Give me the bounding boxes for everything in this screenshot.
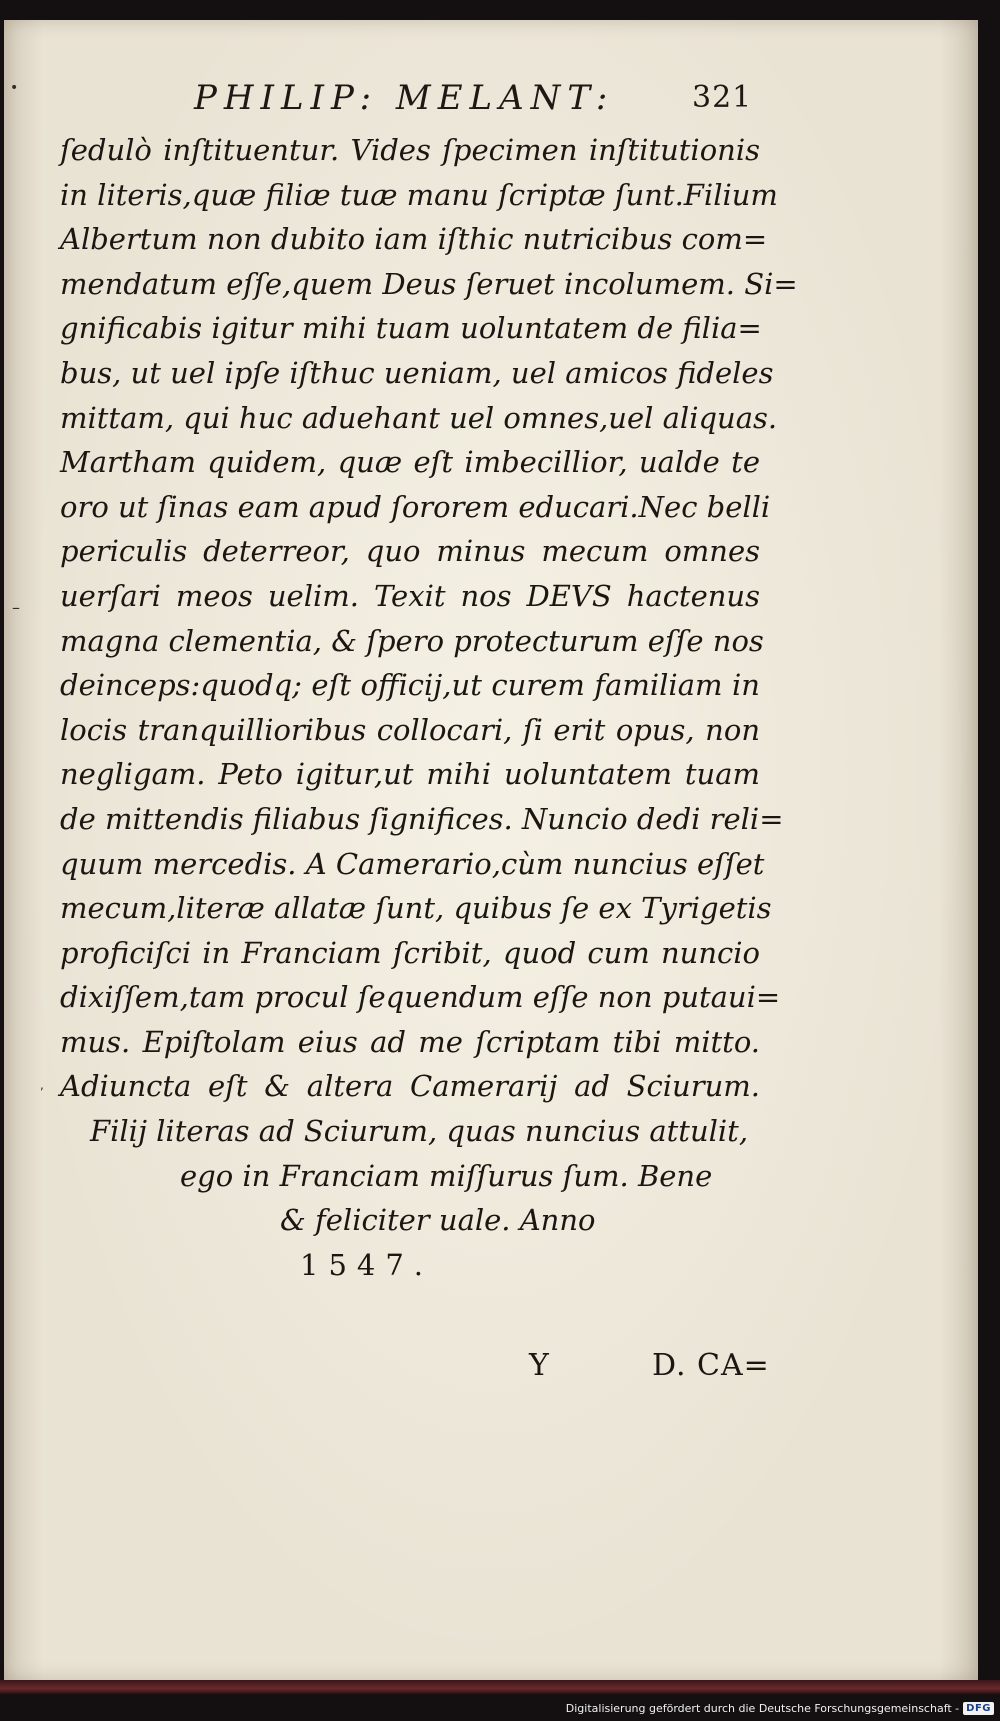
text-line: oro ut ſinas eam apud ſororem educari.Nec belli [60,489,771,524]
text-line: mecum,literæ allatæ ſunt, quibus ſe ex Tyrigetis [60,891,772,926]
text-line: de mittendis filiabus ſignifices. Nuncio dedi reli= [60,801,784,836]
text-line: quum mercedis. A Camerario,cùm nuncius eſſet [60,846,765,881]
margin-speck: – [12,598,20,617]
signature-mark: Y [529,1348,549,1383]
text-line: mus. Epiſtolam eius ad me ſcriptam tibi mitto. [60,1024,760,1059]
text-line: ego in Franciam miſſurus ſum. Bene [180,1158,713,1193]
margin-speck: • [10,80,19,96]
letter-body [60,128,798,1287]
text-line: uerſari meos uelim. Texit nos DEVS hactenus [60,578,760,613]
text-line: bus, ut uel ipſe iſthuc ueniam, uel amicos fideles [60,355,774,390]
text-line: proficiſci in Franciam ſcribit, quod cum nuncio [60,935,760,970]
text-line: magna clementia, & ſpero protecturum eſſe nos [60,623,764,658]
text-line: negligam. Peto igitur,ut mihi uoluntatem tuam [60,757,760,792]
text-line: locis tranquillioribus collocari, ſi erit opus, non [60,712,760,747]
text-line: Filij literas ad Sciurum, quas nuncius attulit, [90,1114,749,1149]
text-line: gnificabis igitur mihi tuam uoluntatem de filia= [60,311,762,346]
dfg-logo: DFG [963,1702,994,1715]
text-line: periculis deterreor, quo minus mecum omnes [60,534,760,569]
running-head-title: PHILIP: MELANT: [194,78,615,118]
text-line: Martham quidem, quæ eſt imbecillior, ualde te [60,445,760,480]
text-line: deinceps:quodq; eſt officij,ut curem familiam in [60,668,760,703]
date-line: 1547. [300,1247,434,1282]
text-line: mittam, qui huc aduehant uel omnes,uel aliquas. [60,400,778,435]
digitization-credit [566,1697,994,1719]
page-edge-band [0,1680,1000,1694]
book-page [4,20,978,1680]
text-line: in literis,quæ filiæ tuæ manu ſcriptæ ſunt.Filium [60,177,778,212]
text-line: Adiuncta eſt & altera Camerarij ad Sciurum. [60,1069,760,1104]
text-line: dixiſſem,tam procul ſequendum eſſe non putaui= [60,980,781,1015]
credit-text: Digitalisierung gefördert durch die Deutsche Forschungsgemeinschaft - [565,1701,960,1715]
text-line: & feliciter uale. Anno [280,1203,596,1238]
page-number: 321 [692,80,753,115]
text-line: Albertum non dubito iam iſthic nutricibus com= [60,222,768,257]
catchword: D. CA= [652,1348,770,1383]
text-line: mendatum eſſe,quem Deus ſeruet incolumem. Si= [60,266,798,301]
margin-speck: , [40,1078,44,1092]
text-line: ſedulò inſtituentur. Vides ſpecimen inſtitutionis [60,133,760,167]
